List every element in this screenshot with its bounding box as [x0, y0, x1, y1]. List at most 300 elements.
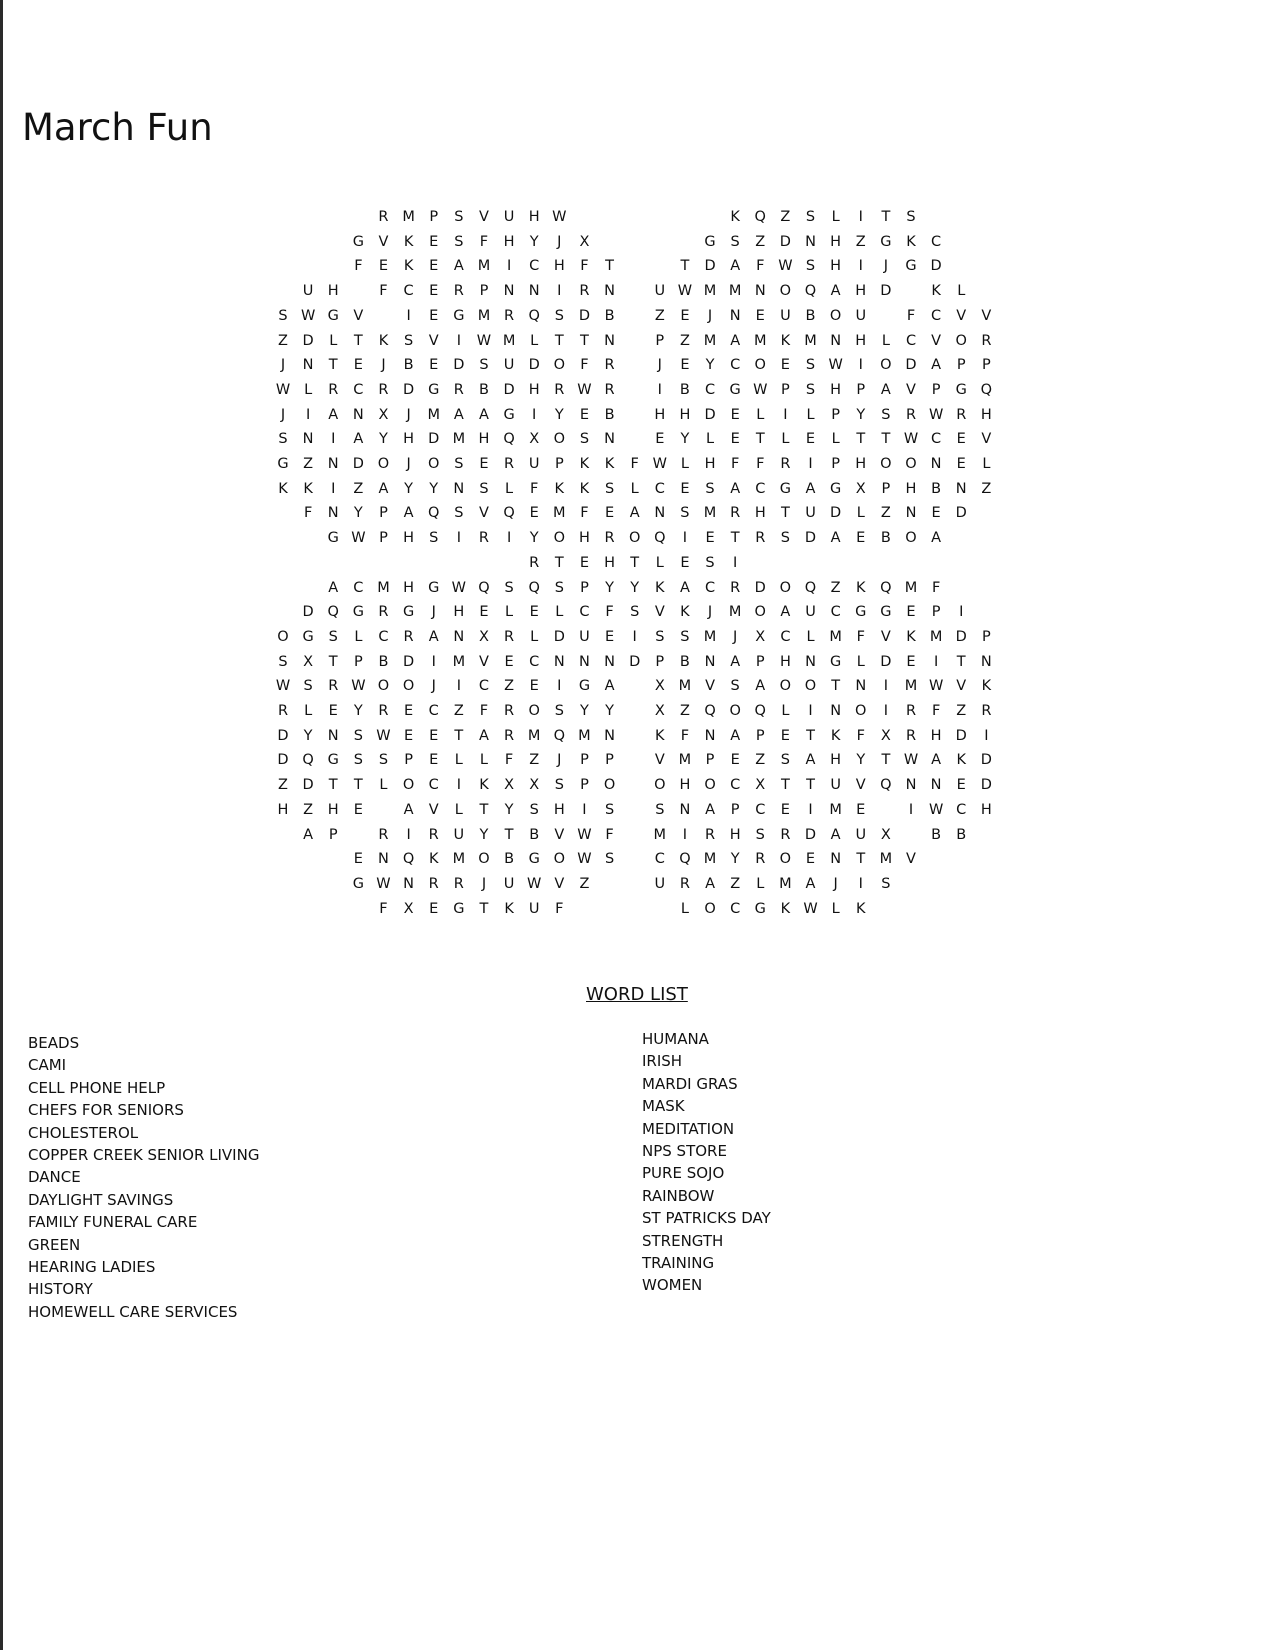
grid-letter: B: [931, 826, 942, 843]
grid-letter: I: [632, 628, 637, 645]
grid-letter: N: [654, 505, 666, 522]
grid-letter: L: [982, 456, 991, 472]
grid-letter: F: [605, 826, 614, 843]
grid-letter: J: [557, 233, 562, 250]
grid-letter: Z: [353, 480, 364, 497]
grid-letter: S: [755, 826, 765, 843]
grid-letter: S: [730, 233, 740, 250]
grid-letter: K: [981, 678, 992, 695]
grid-letter: O: [779, 851, 792, 868]
word-list-item: WOMEN: [642, 1276, 703, 1295]
grid-letter: O: [779, 579, 792, 596]
grid-letter: F: [756, 456, 765, 472]
grid-letter: Y: [856, 752, 866, 769]
grid-letter: S: [378, 752, 389, 769]
word-list-item: ST PATRICKS DAY: [642, 1209, 771, 1228]
grid-letter: S: [554, 307, 564, 324]
grid-letter: B: [805, 307, 816, 324]
grid-letter: R: [453, 283, 464, 300]
grid-letter: Q: [528, 307, 540, 324]
grid-letter: F: [479, 233, 489, 250]
word-list-item: STRENGTH: [642, 1231, 724, 1250]
grid-letter: P: [730, 801, 740, 818]
grid-letter: Q: [880, 777, 892, 794]
grid-letter: A: [805, 875, 816, 892]
grid-letter: L: [304, 381, 313, 398]
grid-letter: V: [378, 233, 389, 250]
grid-letter: L: [354, 628, 363, 645]
grid-letter: S: [328, 628, 338, 645]
word-list-item: CELL PHONE HELP: [28, 1078, 166, 1097]
grid-letter: H: [654, 406, 666, 423]
grid-row: [0, 479, 1275, 503]
grid-letter: C: [704, 381, 716, 398]
grid-letter: W: [928, 678, 944, 695]
grid-letter: A: [730, 653, 741, 670]
grid-letter: N: [403, 875, 415, 892]
grid-letter: B: [679, 653, 690, 670]
grid-letter: I: [331, 480, 336, 497]
grid-letter: X: [880, 727, 891, 744]
grid-letter: X: [478, 628, 489, 645]
grid-letter: O: [553, 851, 566, 868]
grid-letter: M: [829, 628, 842, 645]
grid-letter: R: [478, 530, 489, 547]
grid-row: [0, 232, 1275, 256]
grid-letter: P: [881, 480, 891, 497]
grid-letter: N: [805, 233, 816, 250]
grid-letter: A: [705, 875, 715, 892]
word-list-item: HUMANA: [642, 1030, 709, 1048]
grid-letter: G: [302, 628, 314, 645]
grid-letter: K: [579, 456, 590, 472]
grid-row: [0, 281, 1275, 305]
grid-letter: D: [804, 826, 817, 843]
grid-letter: I: [456, 530, 461, 547]
grid-letter: E: [529, 505, 539, 522]
word-list-item: DANCE: [28, 1168, 81, 1187]
grid-letter: E: [353, 851, 363, 868]
grid-letter: P: [353, 653, 363, 670]
grid-letter: C: [931, 233, 942, 250]
grid-letter: A: [780, 604, 791, 621]
grid-letter: Y: [580, 703, 589, 719]
grid-letter: Y: [504, 801, 514, 818]
grid-letter: S: [680, 505, 690, 522]
grid-letter: T: [755, 431, 765, 448]
grid-letter: X: [403, 900, 414, 917]
grid-letter: T: [479, 900, 489, 917]
grid-letter: F: [303, 505, 313, 522]
grid-letter: F: [504, 752, 514, 769]
grid-letter: M: [703, 505, 717, 522]
grid-letter: B: [403, 357, 414, 374]
word-list-item: HEARING LADIES: [28, 1257, 156, 1276]
grid-letter: T: [504, 826, 514, 843]
grid-letter: R: [504, 703, 515, 719]
grid-letter: H: [453, 604, 465, 621]
grid-letter: V: [880, 628, 891, 645]
grid-letter: M: [929, 628, 943, 645]
grid-letter: R: [755, 851, 766, 868]
grid-letter: R: [453, 875, 464, 892]
grid-letter: E: [529, 604, 539, 621]
grid-letter: E: [906, 653, 916, 670]
grid-letter: M: [678, 752, 692, 769]
grid-letter: G: [729, 381, 741, 398]
grid-letter: L: [856, 653, 865, 670]
grid-letter: N: [855, 678, 867, 695]
grid-letter: L: [454, 801, 463, 818]
grid-letter: S: [604, 801, 615, 818]
grid-letter: R: [755, 530, 766, 547]
grid-letter: B: [478, 381, 489, 398]
grid-letter: I: [456, 332, 461, 349]
grid-letter: L: [831, 209, 840, 225]
grid-letter: I: [908, 801, 914, 818]
grid-letter: E: [755, 307, 765, 324]
grid-letter: Y: [303, 727, 313, 744]
grid-letter: S: [655, 628, 665, 645]
grid-letter: H: [980, 406, 992, 423]
grid-letter: R: [604, 530, 615, 547]
grid-letter: V: [906, 381, 916, 398]
word-list-item: IRISH: [642, 1052, 683, 1071]
grid-letter: L: [454, 752, 463, 769]
grid-letter: Z: [453, 703, 464, 719]
grid-letter: W: [351, 530, 366, 547]
grid-letter: N: [679, 801, 691, 818]
grid-letter: C: [755, 480, 766, 497]
grid-letter: E: [956, 777, 966, 794]
grid-letter: K: [855, 900, 866, 917]
grid-letter: D: [403, 653, 415, 670]
grid-letter: O: [905, 456, 917, 472]
grid-letter: N: [704, 653, 716, 670]
grid-letter: N: [604, 431, 615, 448]
grid-letter: E: [931, 505, 941, 522]
grid-letter: S: [730, 678, 740, 695]
grid-letter: X: [654, 703, 665, 719]
grid-letter: E: [429, 900, 439, 917]
grid-letter: T: [328, 653, 338, 670]
grid-letter: R: [981, 703, 992, 719]
grid-letter: X: [755, 628, 766, 645]
grid-letter: I: [883, 678, 889, 695]
grid-letter: H: [980, 801, 992, 818]
grid-letter: A: [730, 480, 741, 497]
grid-letter: M: [728, 283, 742, 300]
grid-letter: L: [479, 752, 488, 769]
grid-letter: Y: [353, 703, 363, 719]
grid-letter: D: [528, 357, 540, 374]
grid-letter: W: [903, 431, 919, 448]
grid-letter: C: [931, 431, 942, 448]
grid-letter: S: [403, 332, 414, 349]
grid-letter: A: [453, 406, 464, 423]
grid-letter: H: [905, 480, 917, 497]
grid-letter: A: [403, 801, 414, 818]
grid-letter: G: [402, 604, 415, 621]
word-list-item: NPS STORE: [642, 1141, 727, 1160]
grid-row: [0, 750, 1275, 774]
grid-letter: W: [376, 875, 391, 892]
grid-letter: A: [830, 530, 841, 547]
grid-letter: Y: [730, 851, 740, 868]
grid-letter: R: [328, 678, 339, 695]
grid-letter: M: [879, 851, 893, 868]
grid-letter: H: [403, 579, 415, 596]
grid-letter: F: [580, 357, 589, 374]
grid-letter: Z: [278, 332, 288, 349]
grid-letter: P: [981, 628, 991, 645]
grid-letter: K: [479, 777, 489, 794]
grid-letter: I: [557, 678, 562, 695]
grid-letter: E: [856, 801, 866, 818]
grid-letter: O: [628, 530, 641, 547]
grid-letter: V: [554, 826, 565, 843]
grid-letter: Q: [402, 851, 415, 868]
grid-letter: R: [981, 332, 992, 349]
grid-letter: W: [652, 456, 667, 472]
grid-letter: I: [808, 801, 813, 818]
grid-letter: I: [456, 678, 461, 695]
grid-letter: M: [452, 653, 466, 670]
grid-letter: N: [905, 505, 917, 522]
grid-letter: K: [906, 628, 916, 645]
grid-letter: C: [931, 307, 942, 324]
grid-letter: A: [830, 283, 841, 300]
grid-letter: O: [377, 456, 390, 472]
grid-letter: H: [679, 406, 691, 423]
grid-letter: S: [554, 703, 564, 719]
grid-letter: J: [481, 875, 487, 892]
grid-letter: N: [327, 505, 339, 522]
grid-letter: O: [729, 703, 741, 719]
grid-letter: B: [378, 653, 389, 670]
grid-letter: G: [578, 678, 591, 695]
grid-letter: P: [831, 406, 840, 423]
grid-letter: M: [728, 604, 742, 621]
grid-letter: D: [980, 752, 992, 769]
grid-letter: E: [328, 703, 338, 719]
word-list-item: COPPER CREEK SENIOR LIVING: [28, 1145, 260, 1164]
grid-letter: D: [403, 381, 415, 398]
grid-letter: F: [856, 628, 865, 645]
word-list-column-1: [28, 1032, 259, 1323]
grid-letter: P: [831, 456, 840, 472]
grid-letter: R: [780, 826, 791, 843]
grid-letter: B: [931, 480, 942, 497]
grid-letter: N: [930, 777, 942, 794]
grid-letter: M: [477, 258, 491, 275]
grid-letter: J: [381, 357, 386, 374]
grid-letter: U: [528, 900, 540, 917]
grid-letter: N: [604, 332, 615, 349]
grid-letter: S: [479, 480, 489, 497]
grid-letter: G: [453, 900, 465, 917]
grid-letter: Q: [327, 604, 339, 621]
grid-letter: U: [654, 875, 666, 892]
grid-letter: D: [880, 283, 892, 300]
grid-letter: S: [278, 431, 288, 448]
word-list-item: MASK: [642, 1097, 685, 1116]
grid-letter: O: [754, 357, 766, 374]
grid-letter: M: [452, 431, 466, 448]
grid-letter: W: [275, 381, 291, 398]
grid-letter: B: [604, 307, 615, 324]
grid-letter: T: [554, 332, 564, 349]
grid-letter: I: [406, 826, 411, 843]
word-list-item: CAMI: [28, 1056, 67, 1075]
grid-letter: U: [780, 307, 791, 324]
grid-letter: F: [479, 703, 489, 719]
grid-letter: W: [577, 851, 592, 868]
grid-letter: N: [980, 653, 992, 670]
grid-letter: H: [754, 505, 766, 522]
grid-letter: E: [353, 801, 363, 818]
grid-letter: X: [378, 406, 389, 423]
grid-letter: W: [903, 752, 919, 769]
grid-letter: D: [553, 628, 565, 645]
grid-letter: S: [906, 209, 916, 225]
grid-letter: R: [704, 826, 716, 843]
grid-letter: E: [730, 752, 740, 769]
grid-letter: I: [331, 431, 336, 448]
grid-letter: K: [931, 283, 941, 300]
grid-letter: A: [679, 579, 690, 596]
grid-letter: I: [733, 554, 738, 571]
grid-letter: X: [755, 777, 766, 794]
grid-letter: G: [428, 381, 440, 398]
grid-letter: G: [905, 258, 917, 275]
word-list-item: GREEN: [28, 1235, 81, 1254]
grid-letter: E: [805, 851, 816, 868]
grid-letter: P: [981, 357, 991, 374]
grid-letter: F: [630, 456, 639, 472]
grid-letter: M: [402, 209, 415, 225]
grid-letter: K: [655, 727, 665, 744]
grid-letter: S: [454, 233, 464, 250]
grid-letter: L: [655, 554, 664, 571]
grid-row: [0, 405, 1275, 429]
grid-letter: A: [604, 678, 615, 695]
grid-letter: L: [756, 406, 765, 423]
grid-letter: E: [856, 530, 866, 547]
grid-letter: W: [275, 678, 291, 695]
grid-letter: G: [327, 752, 339, 769]
grid-letter: O: [754, 604, 766, 621]
grid-letter: C: [428, 777, 439, 794]
grid-letter: S: [805, 209, 816, 225]
grid-letter: E: [504, 653, 514, 670]
grid-letter: L: [831, 431, 840, 448]
grid-letter: R: [679, 875, 690, 892]
grid-letter: P: [755, 727, 765, 744]
grid-letter: O: [553, 530, 566, 547]
grid-letter: T: [630, 554, 640, 571]
grid-letter: V: [478, 505, 489, 522]
grid-letter: P: [580, 777, 589, 794]
grid-letter: N: [302, 357, 314, 374]
grid-letter: O: [402, 678, 415, 695]
grid-letter: H: [403, 431, 415, 448]
grid-letter: W: [476, 332, 492, 349]
grid-letter: T: [353, 332, 363, 349]
grid-letter: R: [428, 826, 439, 843]
grid-letter: J: [707, 604, 713, 621]
grid-letter: O: [779, 678, 792, 695]
grid-letter: I: [456, 777, 461, 794]
grid-row: [0, 726, 1275, 750]
grid-letter: D: [754, 579, 766, 596]
grid-letter: J: [707, 307, 713, 324]
grid-letter: Q: [302, 752, 314, 769]
grid-letter: K: [278, 480, 288, 497]
grid-letter: S: [479, 357, 489, 374]
grid-letter: Z: [529, 752, 540, 769]
grid-letter: A: [328, 406, 339, 423]
grid-letter: W: [928, 801, 944, 818]
grid-letter: A: [730, 727, 741, 744]
grid-letter: L: [831, 900, 840, 917]
grid-letter: R: [328, 381, 339, 398]
grid-letter: E: [579, 554, 590, 571]
grid-letter: H: [528, 381, 540, 398]
grid-letter: K: [303, 480, 313, 497]
grid-row: [0, 849, 1275, 873]
grid-letter: C: [403, 283, 414, 300]
grid-letter: N: [352, 406, 364, 423]
grid-letter: I: [858, 875, 863, 892]
grid-row: [0, 627, 1275, 651]
grid-letter: I: [808, 456, 813, 472]
word-list-item: RAINBOW: [642, 1186, 715, 1205]
grid-letter: T: [680, 258, 690, 275]
grid-letter: M: [377, 579, 390, 596]
grid-letter: O: [855, 703, 867, 719]
grid-letter: F: [530, 480, 539, 497]
grid-letter: U: [503, 209, 515, 225]
grid-letter: K: [504, 900, 514, 917]
grid-letter: H: [403, 530, 415, 547]
grid-row: [0, 701, 1275, 725]
grid-letter: H: [478, 431, 490, 448]
grid-letter: F: [555, 900, 564, 917]
grid-letter: F: [580, 505, 589, 522]
grid-letter: C: [478, 678, 490, 695]
grid-letter: Y: [605, 703, 614, 719]
grid-letter: Z: [303, 456, 314, 472]
grid-letter: H: [930, 727, 942, 744]
grid-letter: M: [804, 332, 817, 349]
grid-letter: D: [629, 653, 641, 670]
grid-letter: D: [453, 357, 465, 374]
grid-letter: R: [956, 406, 967, 423]
grid-letter: T: [780, 777, 790, 794]
grid-letter: U: [453, 826, 465, 843]
grid-letter: R: [780, 456, 791, 472]
grid-letter: G: [779, 480, 792, 497]
grid-letter: C: [730, 777, 741, 794]
grid-letter: I: [682, 530, 688, 547]
grid-letter: M: [904, 579, 918, 596]
grid-letter: R: [403, 628, 414, 645]
grid-row: [0, 825, 1275, 849]
grid-letter: Q: [503, 505, 515, 522]
grid-letter: I: [657, 381, 662, 398]
grid-letter: G: [955, 381, 967, 398]
